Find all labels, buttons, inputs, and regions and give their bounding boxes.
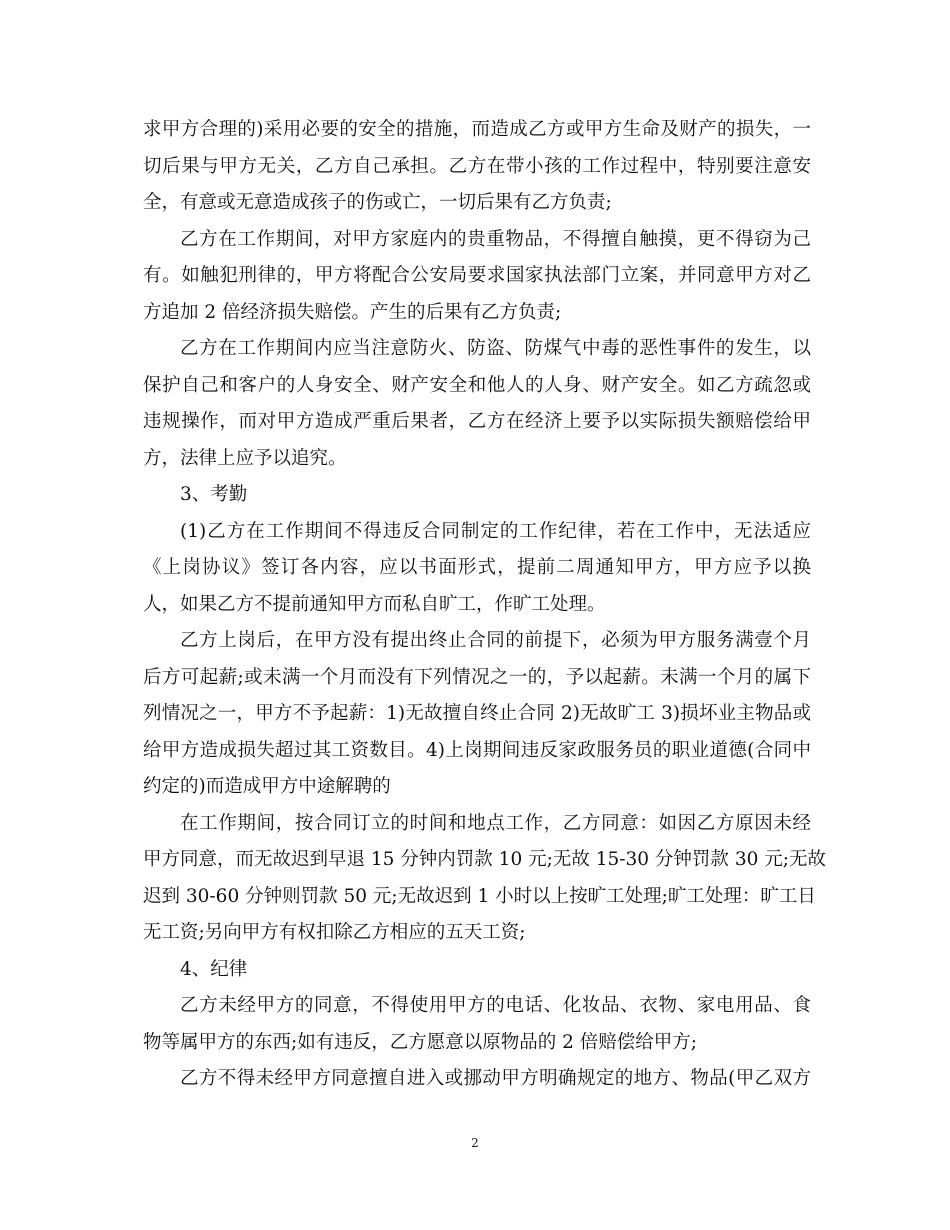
text-line: 后方可起薪;或未满一个月而没有下列情况之一的，予以起薪。未满一个月的属下 <box>143 666 811 688</box>
text-line: 方追加 2 倍经济损失赔偿。产生的后果有乙方负责; <box>143 301 562 323</box>
text-line: 迟到 30-60 分钟则罚款 50 元;无故迟到 1 小时以上按旷工处理;旷工处理：旷工日 <box>143 885 816 907</box>
text-line: 乙方不得未经甲方同意擅自进入或挪动甲方明确规定的地方、物品(甲乙双方 <box>180 1068 811 1089</box>
text-line: 3、考勤 <box>180 484 248 505</box>
text-line: 约定的)而造成甲方中途解聘的 <box>143 776 391 797</box>
text-line: 违规操作，而对甲方造成严重后果者，乙方在经济上要予以实际损失额赔偿给甲 <box>143 411 811 432</box>
text-line: 乙方在工作期间内应当注意防火、防盗、防煤气中毒的恶性事件的发生，以 <box>180 338 811 359</box>
text-line: 甲方同意，而无故迟到早退 15 分钟内罚款 10 元;无故 15-30 分钟罚款 30 元;无故 <box>143 849 826 870</box>
text-line: 人，如果乙方不提前通知甲方而私自旷工，作旷工处理。 <box>143 593 606 615</box>
text-line: 《上岗协议》签订各内容，应以书面形式，提前二周通知甲方，甲方应予以换 <box>143 557 811 578</box>
text-line: 求甲方合理的)采用必要的安全的措施，而造成乙方或甲方生命及财产的损失，一 <box>143 119 811 140</box>
text-line: 在工作期间，按合同订立的时间和地点工作，乙方同意：如因乙方原因未经 <box>180 812 811 834</box>
text-line: 切后果与甲方无关，乙方自己承担。乙方在带小孩的工作过程中，特别要注意安 <box>143 155 811 177</box>
text-line: 列情况之一，甲方不予起薪：1)无故擅自终止合同 2)无故旷工 3)损坏业主物品或 <box>143 703 811 724</box>
text-line: (1)乙方在工作期间不得违反合同制定的工作纪律，若在工作中，无法适应 <box>180 520 811 542</box>
text-line: 给甲方造成损失超过其工资数目。4)上岗期间违反家政服务员的职业道德(合同中 <box>143 739 811 761</box>
text-line: 保护自己和客户的人身安全、财产安全和他人的人身、财产安全。如乙方疏忽或 <box>143 374 811 396</box>
text-line: 无工资;另向甲方有权扣除乙方相应的五天工资; <box>143 922 526 943</box>
text-line: 乙方上岗后，在甲方没有提出终止合同的前提下，必须为甲方服务满壹个月 <box>180 630 811 651</box>
text-line: 方，法律上应予以追究。 <box>143 447 347 469</box>
text-line: 4、纪律 <box>180 958 248 980</box>
text-line: 全，有意或无意造成孩子的伤或亡，一切后果有乙方负责; <box>143 192 612 213</box>
page-number: 2 <box>471 1136 479 1150</box>
text-line: 乙方在工作期间，对甲方家庭内的贵重物品，不得擅自触摸，更不得窃为己 <box>180 228 811 250</box>
text-line: 有。如触犯刑律的，甲方将配合公安局要求国家执法部门立案，并同意甲方对乙 <box>143 265 811 286</box>
text-line: 物等属甲方的东西;如有违反，乙方愿意以原物品的 2 倍赔偿给甲方; <box>143 1031 697 1053</box>
document-body <box>143 112 826 1098</box>
text-line: 乙方未经甲方的同意，不得使用甲方的电话、化妆品、衣物、家电用品、食 <box>180 995 811 1016</box>
